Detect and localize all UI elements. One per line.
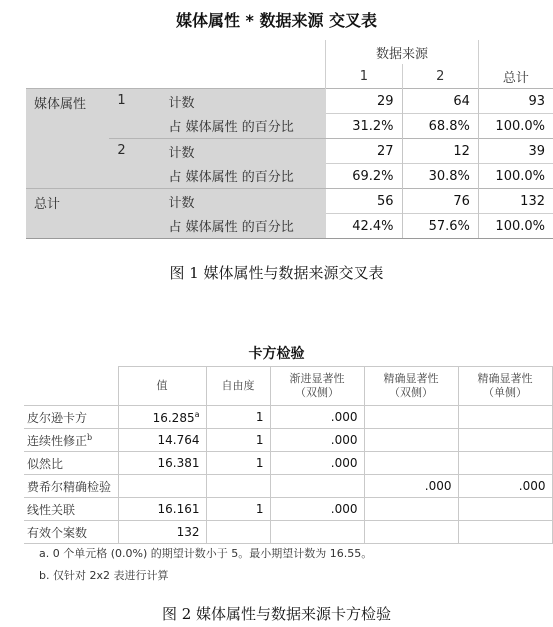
cell bbox=[364, 406, 458, 429]
cell: 57.6% bbox=[402, 214, 478, 239]
footnote-a: a. 0 个单元格 (0.0%) 的期望计数小于 5。最小期望计数为 16.55。 bbox=[39, 547, 373, 560]
figure-1-caption: 图 1 媒体属性与数据来源交叉表 bbox=[169, 264, 384, 282]
cell: 29 bbox=[326, 89, 402, 114]
cell: 30.8% bbox=[402, 164, 478, 189]
row-label: 有效个案数 bbox=[24, 521, 118, 544]
cell bbox=[458, 521, 552, 544]
cell: 93 bbox=[478, 89, 553, 114]
row-label: 皮尔逊卡方 bbox=[24, 406, 118, 429]
cell bbox=[206, 475, 270, 498]
cell: 16.381 bbox=[118, 452, 206, 475]
row-label: 连续性修正$^b$ bbox=[24, 429, 118, 452]
cell bbox=[118, 475, 206, 498]
stat-label: 计数 bbox=[161, 89, 326, 114]
cell: 68.8% bbox=[402, 114, 478, 139]
table-row bbox=[24, 475, 552, 498]
cell: 1 bbox=[206, 429, 270, 452]
cell: 1 bbox=[206, 452, 270, 475]
table-row bbox=[24, 452, 552, 475]
stat-label: 占 媒体属性 的百分比 bbox=[161, 164, 326, 189]
stat-label: 计数 bbox=[161, 189, 326, 214]
header-corner bbox=[26, 40, 326, 89]
cell bbox=[364, 452, 458, 475]
figure-2-caption: 图 2 媒体属性与数据来源卡方检验 bbox=[161, 605, 392, 623]
col-header-1: 1 bbox=[326, 64, 402, 89]
cell: 100.0% bbox=[478, 114, 553, 139]
crosstab-table bbox=[26, 40, 553, 239]
cell bbox=[364, 429, 458, 452]
cell bbox=[364, 498, 458, 521]
df-header: 自由度 bbox=[206, 367, 270, 406]
cell bbox=[270, 521, 364, 544]
stat-label: 占 媒体属性 的百分比 bbox=[161, 114, 326, 139]
cell: 42.4% bbox=[326, 214, 402, 239]
col-group-header: 数据来源 bbox=[326, 40, 479, 64]
cell: 132 bbox=[478, 189, 553, 214]
chi-square-table bbox=[24, 366, 553, 544]
row-level-1: 1 bbox=[109, 89, 160, 139]
cell bbox=[364, 521, 458, 544]
cell: .000 bbox=[270, 498, 364, 521]
table-row bbox=[24, 498, 552, 521]
cell: 69.2% bbox=[326, 164, 402, 189]
cell: .000 bbox=[458, 475, 552, 498]
chi-square-title: 卡方检验 bbox=[248, 346, 305, 362]
row-label: 线性关联 bbox=[24, 498, 118, 521]
row-label: 似然比 bbox=[24, 452, 118, 475]
row-var-label: 媒体属性 bbox=[26, 89, 109, 189]
asymp-sig-header: 渐进显著性 （双侧） bbox=[270, 367, 364, 406]
cell: 132 bbox=[118, 521, 206, 544]
cell: 76 bbox=[402, 189, 478, 214]
cell: 27 bbox=[326, 139, 402, 164]
stat-label: 计数 bbox=[161, 139, 326, 164]
cell bbox=[458, 429, 552, 452]
table-row bbox=[24, 521, 552, 544]
value-header: 值 bbox=[118, 367, 206, 406]
table-row bbox=[24, 429, 552, 452]
cell: 14.764 bbox=[118, 429, 206, 452]
cell bbox=[270, 475, 364, 498]
cell: .000 bbox=[364, 475, 458, 498]
cell bbox=[458, 406, 552, 429]
cell: 39 bbox=[478, 139, 553, 164]
cell: 16.161 bbox=[118, 498, 206, 521]
cell: 100.0% bbox=[478, 164, 553, 189]
cell bbox=[206, 521, 270, 544]
cell: .000 bbox=[270, 429, 364, 452]
cell: 16.285$^a$ bbox=[118, 406, 206, 429]
col-header-total: 总计 bbox=[478, 64, 553, 89]
cell: 56 bbox=[326, 189, 402, 214]
exact-sig-2sided-header: 精确显著性 （双侧） bbox=[364, 367, 458, 406]
exact-sig-1sided-header: 精确显著性 （单侧） bbox=[458, 367, 552, 406]
crosstab-title: 媒体属性 * 数据来源 交叉表 bbox=[175, 11, 378, 30]
col-header-2: 2 bbox=[402, 64, 478, 89]
cell: .000 bbox=[270, 406, 364, 429]
table-row bbox=[24, 406, 552, 429]
stat-label: 占 媒体属性 的百分比 bbox=[161, 214, 326, 239]
cell: 1 bbox=[206, 406, 270, 429]
footnote-b: b. 仅针对 2x2 表进行计算 bbox=[39, 569, 169, 582]
cell: .000 bbox=[270, 452, 364, 475]
cell: 31.2% bbox=[326, 114, 402, 139]
total-row-label: 总计 bbox=[26, 189, 161, 239]
cell: 1 bbox=[206, 498, 270, 521]
row-label: 费希尔精确检验 bbox=[24, 475, 118, 498]
cell: 64 bbox=[402, 89, 478, 114]
row-level-2: 2 bbox=[109, 139, 160, 189]
cell bbox=[458, 498, 552, 521]
cell bbox=[458, 452, 552, 475]
cell: 100.0% bbox=[478, 214, 553, 239]
cell: 12 bbox=[402, 139, 478, 164]
